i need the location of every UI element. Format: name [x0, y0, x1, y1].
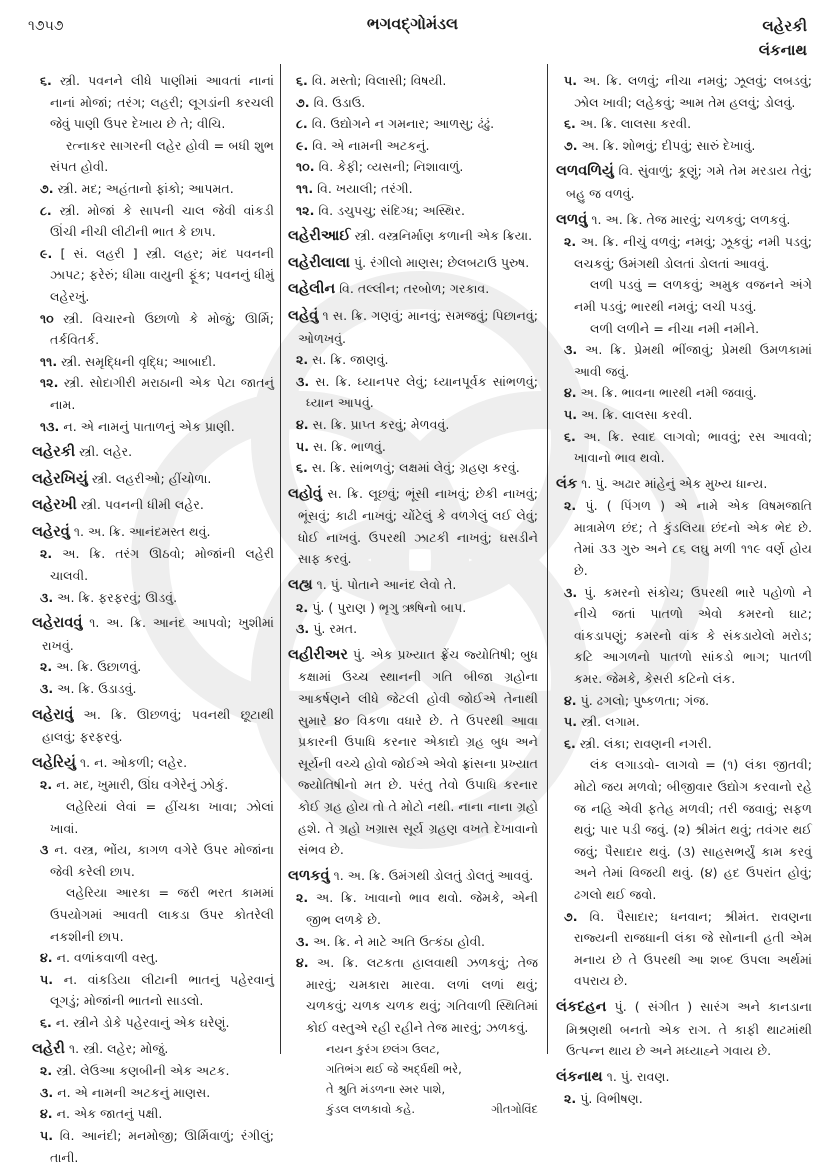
sense-number: ૧૧. — [296, 180, 314, 196]
dictionary-entry — [288, 644, 538, 861]
dictionary-entry — [556, 160, 812, 204]
dictionary-example — [556, 274, 812, 317]
sense-number: ૨. — [40, 659, 53, 675]
dictionary-entry — [32, 494, 274, 517]
column-divider — [547, 64, 548, 1054]
guide-word-first: લહેરકી — [762, 17, 807, 35]
definition-text: અ. ક્રિ. લળવું; નીચા નમવું; ઝૂલવું; લબડવું; ઝોલ ખાવી; લહેકવું; આમ તેમ હલવું; ડોલવું. — [574, 73, 812, 110]
definition-text: વિ. મસ્તો; વિલાસી; વિષયી. — [311, 73, 447, 88]
definition-text: પું. રંગીલો માણસ; છેલબટાઉ પુરુષ. — [353, 254, 530, 270]
definition-text: તે શ્રુતિ મંડળના સ્મર પાશે, — [326, 1081, 446, 1096]
sense-number: ૬. — [296, 460, 308, 476]
definition-text: સ્ત્રી. મદ; અહંતાનો ફાંકો; આપમત. — [57, 180, 234, 196]
dictionary-sense — [288, 156, 538, 178]
dictionary-sense — [556, 690, 812, 712]
dictionary-sense — [288, 952, 538, 1038]
guide-words — [759, 14, 807, 62]
headword: લંક — [556, 475, 578, 492]
definition-text: પું. ઢગલો; પુષ્કળતા; ગંજ. — [580, 692, 710, 708]
definition-text: અ. ક્રિ. ખાવાનો ભાવ થવો. જેમકે, એની જીભ લળકે છે. — [306, 890, 538, 927]
headword: લહેરાવું — [32, 706, 74, 723]
sense-number: ૪. — [296, 955, 309, 971]
definition-text: લળી પડવું = લળકવું; અમુક વજનને અંગે નમી પડવું; ભારથી નમવું; લચી પડવું. — [574, 277, 812, 314]
definition-text: ન. એ નામનું પાતાળનું એક પ્રાણી. — [63, 418, 235, 434]
definition-text: પું. ( પિંગળ ) એ નામે એક વિષમજાતિ માત્રામેળ છંદ; તે કુંડલિયા છંદનો એક ભેદ છે. તેમાં ૩૩ ગુરુ અને ૮૬ લઘુ મળી ૧૧૯ વર્ણ હોય છે. — [574, 498, 812, 579]
sense-number: ૩. — [40, 1084, 54, 1100]
dictionary-sense — [32, 372, 274, 415]
definition-text: ન. વસ્ત્ર, ભોંય, કાગળ વગેરે ઉપર મોજાંના જેવી કરેલી છાપ. — [50, 842, 274, 879]
dictionary-entry — [556, 473, 812, 496]
dictionary-sense — [556, 711, 812, 733]
definition-text: ૧. ન. ઓકળી; લહેર. — [79, 754, 188, 770]
dictionary-sense — [288, 113, 538, 135]
column-divider — [280, 64, 281, 1054]
dictionary-sense — [556, 495, 812, 581]
dictionary-sense — [32, 543, 274, 586]
dictionary-sense — [288, 135, 538, 157]
sense-number: ૨. — [40, 546, 53, 562]
definition-text: સ્ત્રી. વસ્ત્રનિર્માણ કળાની એક ક્રિયા. — [354, 228, 533, 244]
definition-text: સ્ત્રી. લંકા; રાવણની નગરી. — [579, 735, 712, 751]
dictionary-sense — [288, 200, 538, 222]
sense-number: ૬. — [40, 73, 52, 88]
sense-number: ૨. — [296, 890, 309, 906]
definition-text: સ. ક્રિ. જાણવું. — [312, 352, 389, 368]
definition-text: પું. ( પુરાણ ) ભૃગુ ઋષિનો બાપ. — [312, 599, 467, 615]
dictionary-sense — [32, 656, 274, 678]
definition-text: લહેરિયા આરકા = જરી ભરત કામમાં ઉપયોગમાં આવતી લાકડા ઉપર કોતરેલી નકશીની છાપ. — [50, 885, 274, 944]
dictionary-sense — [556, 404, 812, 426]
dictionary-verse — [288, 1039, 538, 1059]
sense-number: ૩. — [296, 621, 310, 637]
headword: લહેરવું — [32, 523, 70, 540]
dictionary-entry — [556, 1066, 812, 1089]
sense-number: ૬. — [564, 116, 576, 132]
sense-number: ૬. — [564, 428, 576, 444]
sense-number: ૪. — [40, 950, 53, 966]
sense-number: ૪. — [296, 416, 309, 432]
sense-number: ૬. — [564, 735, 576, 751]
dictionary-sense — [32, 1012, 274, 1034]
dictionary-sense — [288, 597, 538, 619]
sense-number: ૫. — [564, 406, 578, 422]
dictionary-sense — [556, 906, 812, 992]
verse-source: ગીતગોવિંદ — [491, 1101, 538, 1116]
dictionary-entry — [32, 521, 274, 544]
dictionary-entry — [32, 441, 274, 464]
sense-number: ૩. — [296, 933, 310, 949]
definition-text: ૧ સ. ક્રિ. ગણવું; માનવું; સમજવું; પિછાનવું; ઓળખવું. — [298, 307, 538, 346]
definition-text: સ્ત્રી. લહેર. — [79, 444, 133, 460]
dictionary-example — [32, 882, 274, 947]
sense-number: ૭. — [564, 137, 578, 153]
guide-word-last: લંકનાથ — [758, 41, 807, 59]
dictionary-sense — [556, 582, 812, 690]
dictionary-entry — [32, 468, 274, 491]
dictionary-sense — [32, 678, 274, 700]
definition-text: સ્ત્રી. સોદાગીરી મરાઠાની એક પેટા જાતનું નામ. — [50, 375, 275, 412]
dictionary-sense — [32, 416, 274, 438]
definition-text: સ્ત્રી. મોજાં કે સાપની ચાલ જેવી વાંકડી ઊંચી નીચી લીટીની ભાત કે છાપ. — [50, 202, 274, 240]
definition-text: ગતિભંગ થઈ જે અર્દ્ધથી ભરે, — [326, 1061, 462, 1076]
dictionary-sense — [32, 774, 274, 796]
sense-number: ૫. — [40, 1127, 54, 1143]
dictionary-sense — [556, 135, 812, 157]
sense-number: ૫. — [564, 73, 578, 88]
sense-number: ૮. — [40, 202, 52, 218]
headword: લળવળિયું — [556, 163, 614, 180]
definition-text: વિ. ઉડાઉ. — [313, 94, 366, 110]
definition-text: પું. રમત. — [313, 621, 358, 637]
dictionary-sense — [32, 1125, 274, 1168]
dictionary-sense — [556, 113, 812, 135]
sense-number: ૫. — [564, 714, 578, 730]
headword: લહેરીલાલા — [288, 254, 350, 271]
sense-number: ૨. — [40, 1063, 53, 1079]
column-3 — [556, 70, 812, 1110]
definition-text: ૧. અ. ક્રિ. ઉમંગથી ડોલતું ડોલતું આવવું. — [333, 867, 534, 883]
dictionary-sense — [288, 178, 538, 200]
definition-text: સ્ત્રી. લેઉઆ કણબીની એક અટક. — [56, 1063, 230, 1079]
dictionary-sense — [288, 70, 538, 92]
dictionary-sense — [556, 426, 812, 469]
definition-text: વિ. સુંવાળું; કૂણું; ગમે તેમ મરડાય તેવું; બહુ જ વળવું. — [566, 163, 812, 201]
definition-text: વિ. ખયાલી; તરંગી. — [317, 180, 413, 196]
sense-number: ૯. — [296, 137, 309, 153]
sense-number: ૭. — [296, 94, 310, 110]
definition-text: અ. ક્રિ. ને માટે અતિ ઉત્કંઠા હોવી. — [313, 933, 486, 949]
definition-text: સ્ત્રી. વિચારનો ઉછાળો કે મોજું; ઊર્મિ; તર્કવિતર્ક. — [50, 310, 274, 348]
sense-number: ૨. — [564, 234, 577, 250]
dictionary-sense — [288, 887, 538, 930]
dictionary-verse — [288, 1059, 538, 1079]
definition-text: અ. ક્રિ. લાલસા કરવી. — [581, 406, 693, 422]
definition-text: ૧. પું. અઢાર માંહેનું એક મુખ્ય ધાન્ય. — [581, 475, 768, 491]
definition-text: અ. ક્રિ. તરંગ ઊઠવો; મોજાંની લહેરી ચાલવી. — [50, 546, 274, 584]
definition-text: નયન કુરંગ છલંગ ઉલટ, — [326, 1041, 440, 1056]
dictionary-sense — [556, 231, 812, 274]
definition-text: અ. ક્રિ. પ્રેમથી ભીંજાવું; પ્રેમથી ઉમળકામાં આવી જવું. — [574, 342, 812, 379]
definition-text: પું. એક પ્રખ્યાત ફ્રેંચ જ્યોતિષી; બુધ કક્ષામાં ઉચ્ચ સ્થાનની ગતિ બીજા ગ્રહોના આકર્ષણને લીધે જેટલી હોવી જોઈએ તેનાથી સુમારે ૪૦ વિકળા વધારે છે. તે ઉપરથી આવા પ્રકારની ઉપાધિ કરનાર એકાદો ગ્રહ બુધ અને સૂર્યની વચ્ચે હોવો જોઈએ એવો ફ્રાંસના પ્રખ્યાત જ્યોતિષીનો મત છે. પરંતુ તેવો ઉપાધિ કરનાર કોઈ ગ્રહ હોય તો તે મોટો નથી. નાના નાના ગ્રહો હશે. તે ગ્રહો ખગ્રાસ સૂર્ય ગ્રહણ વખતે દેખાવાનો સંભવ છે. — [298, 646, 538, 858]
headword: લહીરીઅર — [288, 646, 348, 663]
dictionary-sense — [32, 587, 274, 609]
sense-number: ૨. — [564, 1091, 577, 1107]
sense-number: ૯. — [40, 245, 53, 261]
headword: લહેલીન — [288, 281, 336, 298]
column-1 — [32, 70, 274, 1168]
dictionary-sense — [556, 339, 812, 382]
definition-text: વિ. પૈસાદાર; ધનવાન; શ્રીમંત. રાવણના રાજ્યની રાજધાની લંકા જે સોનાની હતી એમ મનાય છે તે ઉપરથી આ શબ્દ ઉપલા અર્થમાં વપરાય છે. — [574, 908, 812, 989]
headword: લહેરી — [32, 1040, 65, 1057]
sense-number: ૪. — [564, 692, 577, 708]
definition-text: અ. ક્રિ. ઉડાડવું. — [57, 681, 137, 697]
dictionary-entry — [32, 612, 274, 656]
headword: લહેરીઆઈ — [288, 228, 351, 245]
dictionary-sense — [288, 931, 538, 953]
dictionary-entry — [288, 278, 538, 301]
definition-text: વિ. આનંદી; મનમોજી; ઊર્મિવાળું; રંગીલું; તાની. — [50, 1127, 274, 1165]
headword: લંકદહન — [556, 998, 607, 1015]
definition-text: અ. ક્રિ. નીચું વળવું; નમવું; ઝૂકવું; નમી પડવું; લચકવું; ઉમંગથી ડોલતાં ડોલતાં આવવું. — [574, 234, 812, 271]
sense-number: ૩. — [296, 373, 310, 389]
column-2 — [288, 70, 538, 1119]
definition-text: અ. ક્રિ. ભાવના ભારથી નમી જવાવું. — [580, 385, 757, 401]
dictionary-sense — [32, 178, 274, 200]
dictionary-sense — [32, 969, 274, 1012]
definition-text: સ. ક્રિ. ભાળવું. — [313, 438, 386, 454]
definition-text: પું. વિભીષણ. — [580, 1091, 643, 1107]
definition-text: ન. વાંકડિયા લીટાની ભાતનું પહેરવાનું લૂગડું; મોજાંની ભાતનો સાડલો. — [50, 971, 274, 1009]
definition-text: ન. મદ, ખુમારી, ઊંઘ વગેરેનું ઝોકું. — [56, 777, 229, 793]
definition-text: અ. ક્રિ. લાલસા કરવી. — [579, 116, 692, 132]
headword: લંકનાથ — [556, 1068, 603, 1085]
definition-text: સ્ત્રી. લગામ. — [581, 714, 640, 730]
dictionary-entry — [288, 305, 538, 349]
dictionary-sense — [556, 1088, 812, 1110]
dictionary-sense — [32, 243, 274, 308]
dictionary-sense — [32, 351, 274, 373]
sense-number: ૭. — [40, 180, 54, 196]
dictionary-entry — [32, 704, 274, 748]
definition-text: સ. ક્રિ. પ્રાપ્ત કરવું; મેળવવું. — [312, 416, 450, 432]
definition-text: પું. કમરનો સંકોચ; ઉપરથી ભારે પહોળો ને નીચે જતાં પાતળો એવો કમરનો ઘાટ; વાંકડાપણું; કમરનો વાંક કે સંકડાયેલો મરોડ; કટિ આગળનો પાતળો સાંકડો ભાગ; પાતળી કમર. જેમકે, કેસરી કટિનો લંક. — [574, 584, 812, 687]
headword: લળકવું — [288, 867, 330, 884]
sense-number: ૨. — [296, 599, 309, 615]
sense-number: ૩ — [40, 842, 49, 858]
dictionary-sense — [32, 308, 274, 351]
definition-text: પું. ( સંગીત ) સારંગ અને કાનડાના મિશ્રણથી બનતો એક રાગ. તે કાફી થાટમાંથી ઉત્પન્ન થાય છે અને મધ્યાહ્ને ગવાય છે. — [566, 998, 812, 1059]
definition-text: અ. ક્રિ. શોભવું; દીપવું; સારું દેખાવું. — [581, 137, 756, 153]
definition-text: ૧. અ. ક્રિ. આનંદમસ્ત થવું. — [73, 523, 211, 539]
definition-text: ૧. પું. પોતાને આનંદ લેવો તે. — [316, 577, 457, 593]
headword: લહેરાવવું — [32, 615, 83, 632]
sense-number: ૨. — [564, 498, 577, 514]
sense-number: ૭. — [564, 908, 578, 924]
sense-number: ૨. — [40, 777, 53, 793]
dictionary-sense — [32, 70, 274, 135]
headword: લહેરિયું — [32, 754, 76, 771]
dictionary-entry — [32, 752, 274, 775]
headword: લહોવું — [288, 485, 322, 502]
sense-number: ૬. — [296, 73, 308, 88]
definition-text: સ. ક્રિ. લૂછવું; ભૂંસી નાખવું; છેકી નાખવું; ભૂંસવું; કાઢી નાખવું; ચોંટેલું કે વળગેલું લઈ લેવું; ધોઈ નાખવું. ઉપરથી ઝાટકી નાખવું; ઘસડીને સાફ કરવું. — [298, 485, 538, 567]
dictionary-sense — [32, 1060, 274, 1082]
headword: લહેરખિયું — [32, 470, 88, 487]
definition-text: ૧. પું. રાવણ. — [606, 1068, 670, 1084]
dictionary-sense — [288, 618, 538, 640]
dictionary-verse — [288, 1099, 538, 1119]
definition-text: ન. સ્ત્રીને ડોકે પહેરવાનું એક ઘરેણું. — [55, 1014, 230, 1030]
headword: લળવું — [556, 211, 588, 228]
headword: લહેરખી — [32, 497, 77, 514]
dictionary-sense — [288, 371, 538, 414]
sense-number: ૨. — [296, 352, 309, 368]
definition-text: વિ. ડચુપચુ; સંદિગ્ધ; અસ્થિર. — [318, 202, 466, 218]
sense-number: ૧૦ — [40, 310, 54, 326]
definition-text: વિ. કેફી; વ્યસની; નિશાવાળું. — [318, 159, 464, 175]
dictionary-sense — [288, 349, 538, 371]
definition-text: વિ. એ નામની અટકનું. — [312, 137, 430, 153]
dictionary-sense — [288, 457, 538, 479]
definition-text: [ સં. લહરી ] સ્ત્રી. લહર; મંદ પવનની ઝાપટ; ફરેરું; ધીમા વાયુની ફૂંક; પવનનું ધીમું લહેરખું. — [50, 245, 274, 304]
definition-text: અ. ક્રિ. સ્વાદ લાગવો; ભાવવું; રસ આવવો; ખાવાનો ભાવ થવો. — [574, 428, 812, 466]
headword: લહેરકી — [32, 444, 76, 461]
sense-number: ૫. — [296, 438, 310, 454]
headword: લહ્ય — [288, 577, 313, 594]
page-number: ૧૭૫૭ — [28, 18, 64, 34]
sense-number: ૩. — [40, 589, 54, 605]
definition-text: સ્ત્રી. લહરીઓ; હીંચોળા. — [91, 470, 212, 486]
definition-text: અ. ક્રિ. ઊછળવું; પવનથી છૂટાથી હાલવું; ફરફરવું. — [42, 706, 274, 745]
dictionary-sense — [288, 92, 538, 114]
dictionary-sense — [32, 200, 274, 243]
sense-number: ૩. — [40, 681, 54, 697]
definition-text: લંક લગાડવો- લાગવો = (૧) લંકા જીતવી; મોટો જય મળવો; બીજીવાર ઉદ્યોગ કરવાનો રહે જ નહિ એવી ફતેહ મળવી; તરી જવાવું; સફળ થવું; પાર પડી જવું. (૨) શ્રીમંત થવું; તવંગર થઈ જવું; પૈસાદાર થવું. (૩) સાહસભર્યું કામ કરવું અને તેમાં વિજયી થવું. (૪) હદ ઉપરાંત હોવું; ઢગલો થઈ જવો. — [574, 757, 812, 902]
dictionary-sense — [556, 70, 812, 113]
sense-number: ૮. — [296, 116, 308, 132]
sense-number: ૧૦. — [296, 159, 315, 175]
definition-text: વિ. ઉદ્યોગને ન ગમનાર; આળસુ; ઢંઢું. — [311, 116, 495, 132]
definition-text: ન. વળાંકવાળી વસ્તુ. — [56, 950, 159, 966]
definition-text: અ. ક્રિ. ઉછાળવું. — [56, 659, 142, 675]
definition-text: અ. ક્રિ. ફરફરવું; ઊડવું. — [57, 589, 178, 605]
sense-number: ૪. — [40, 1106, 53, 1122]
definition-text: ૧. અ. ક્રિ. તેજ મારવું; ચળકવું; લળકવું. — [591, 211, 791, 227]
dictionary-sense — [288, 414, 538, 436]
definition-text: સ. ક્રિ. ધ્યાનપર લેવું; ધ્યાનપૂર્વક સાંભળવું; ધ્યાન આપવું. — [306, 373, 538, 411]
definition-text: લહેરિયાં લેવાં = હીંચકા ખાવા; ઝોલાં ખાવાં. — [50, 799, 274, 836]
dictionary-sense — [32, 839, 274, 882]
definition-text: સ્ત્રી. પવનને લીધે પાણીમાં આવતાં નાનાં નાનાં મોજાં; તરંગ; લહરી; લૂગડાંની કરચલી જેવું પાણી ઉપર દેખાય છે તે; વીચિ. — [50, 73, 274, 132]
definition-text: વિ. તલ્લીન; તરબોળ; ગરકાવ. — [339, 281, 490, 297]
definition-text: ન. એ નામની અટકનું માણસ. — [57, 1084, 211, 1100]
sense-number: ૧૨. — [296, 202, 315, 218]
sense-number: ૩. — [564, 342, 578, 358]
dictionary-entry — [556, 996, 812, 1062]
sense-number: ૫. — [40, 971, 54, 987]
dictionary-sense — [32, 947, 274, 969]
sense-number: ૬. — [40, 1014, 52, 1030]
definition-text: સ્ત્રી. પવનની ધીમી લહેર. — [80, 497, 204, 513]
definition-text: લળી લળીને = નીચા નમી નમીને. — [590, 320, 760, 336]
dictionary-entry — [32, 1038, 274, 1061]
dictionary-sense — [32, 1082, 274, 1104]
definition-text: રત્નાકર સાગરની લહેર હોવી = બધી શુભ સંપત હોવી. — [50, 137, 274, 175]
definition-text: કુંડલ લળકાવો કહે. — [326, 1101, 416, 1116]
definition-text: ૧. સ્ત્રી. લહેર; મોજું. — [68, 1040, 169, 1056]
dictionary-sense — [32, 1103, 274, 1125]
sense-number: ૧૨. — [40, 375, 59, 391]
dictionary-sense — [556, 382, 812, 404]
dictionary-verse — [288, 1079, 538, 1099]
definition-text: ૧. અ. ક્રિ. આનંદ આપવો; ખુશીમાં રાખવું. — [42, 615, 275, 653]
dictionary-entry — [288, 252, 538, 275]
definition-text: ન. એક જાતનું પક્ષી. — [56, 1106, 163, 1122]
dictionary-entry — [288, 574, 538, 597]
headword: લહેવું — [288, 307, 319, 324]
dictionary-sense — [288, 436, 538, 458]
sense-number: ૧૧. — [40, 353, 58, 369]
definition-text: અ. ક્રિ. લટકતા હાલવાથી ઝળકવું; તેજ મારવું; ચમકારા મારવા. લળાં લળાં થવું; ચળકવું; ચળક ચળક થવું; ગતિવાળી સ્થિતિમાં કોઈ વસ્તુએ રહી રહીને તેજ મારવું; ઝળકવું. — [306, 955, 538, 1035]
dictionary-entry — [288, 865, 538, 888]
dictionary-sense — [556, 733, 812, 755]
dictionary-example — [32, 796, 274, 839]
definition-text: સ્ત્રી. સમૃદ્ધિની વૃદ્ધિ; આબાદી. — [61, 353, 217, 369]
running-title: ભગવદ્ગોમંડલ — [366, 14, 459, 33]
dictionary-entry — [288, 225, 538, 248]
sense-number: ૪. — [564, 385, 577, 401]
dictionary-example — [556, 754, 812, 905]
dictionary-example — [556, 318, 812, 340]
dictionary-entry — [288, 483, 538, 570]
dictionary-example — [32, 135, 274, 178]
dictionary-entry — [556, 209, 812, 232]
definition-text: સ. ક્રિ. સાંભળવું; લક્ષમાં લેવું; ગ્રહણ કરવું. — [311, 460, 520, 476]
sense-number: ૩. — [564, 584, 578, 600]
sense-number: ૧૩. — [40, 418, 60, 434]
